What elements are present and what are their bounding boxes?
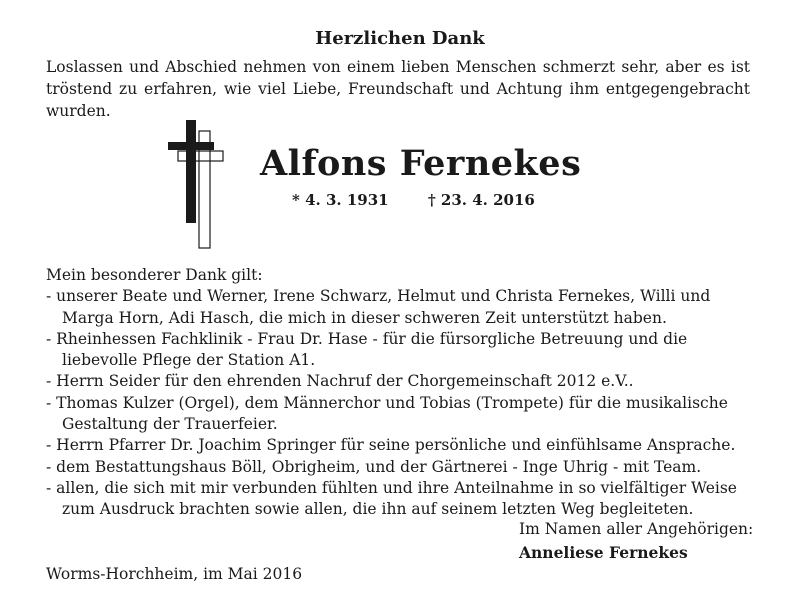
thanks-list [46, 286, 766, 520]
list-item: - Rheinhessen Fachklinik - Frau Dr. Hase - für die fürsorgliche Betreuung und die liebevolle Pflege der Station A1. [46, 329, 766, 372]
notice-heading: Herzlichen Dank [315, 28, 485, 49]
list-item: - unserer Beate und Werner, Irene Schwarz, Helmut und Christa Fernekes, Willi und Marga Horn, Adi Hasch, die mich in dieser schweren Zeit unterstützt haben. [46, 286, 766, 329]
list-item: - Herrn Pfarrer Dr. Joachim Springer für seine persönliche und einfühlsame Ansprache. [46, 435, 766, 456]
place-date: Worms-Horchheim, im Mai 2016 [46, 565, 303, 583]
birth-date: * 4. 3. 1931 [292, 191, 389, 209]
list-item: - allen, die sich mit mir verbunden fühlten und ihre Anteilnahme in so vielfältiger Weise zum Ausdruck brachten sowie allen, die ihn auf seinem letzten Weg begleiteten. [46, 478, 766, 521]
signature-block [519, 517, 753, 565]
deceased-name: Alfons Fernekes [260, 143, 582, 184]
death-date: † 23. 4. 2016 [427, 191, 535, 209]
intro-text: Loslassen und Abschied nehmen von einem lieben Menschen schmerzt sehr, aber es ist tröstend zu erfahren, wie viel Liebe, Freundschaft und Achtung ihm entgegengebracht wurden. [46, 58, 750, 120]
life-dates [292, 191, 535, 209]
list-item: - Herrn Seider für den ehrenden Nachruf der Chorgemeinschaft 2012 e.V.. [46, 371, 766, 392]
list-item: - dem Bestattungshaus Böll, Obrigheim, und der Gärtnerei - Inge Uhrig - mit Team. [46, 457, 766, 478]
signature-line: Im Namen aller Angehörigen: [519, 520, 754, 538]
signer-name: Anneliese Fernekes [519, 543, 688, 562]
cross-icon [166, 118, 226, 254]
thanks-lead: Mein besonderer Dank gilt: [46, 266, 263, 284]
thanks-section [46, 265, 766, 521]
list-item: - Thomas Kulzer (Orgel), dem Männerchor und Tobias (Trompete) für die musikalische Gestaltung der Trauerfeier. [46, 393, 766, 436]
